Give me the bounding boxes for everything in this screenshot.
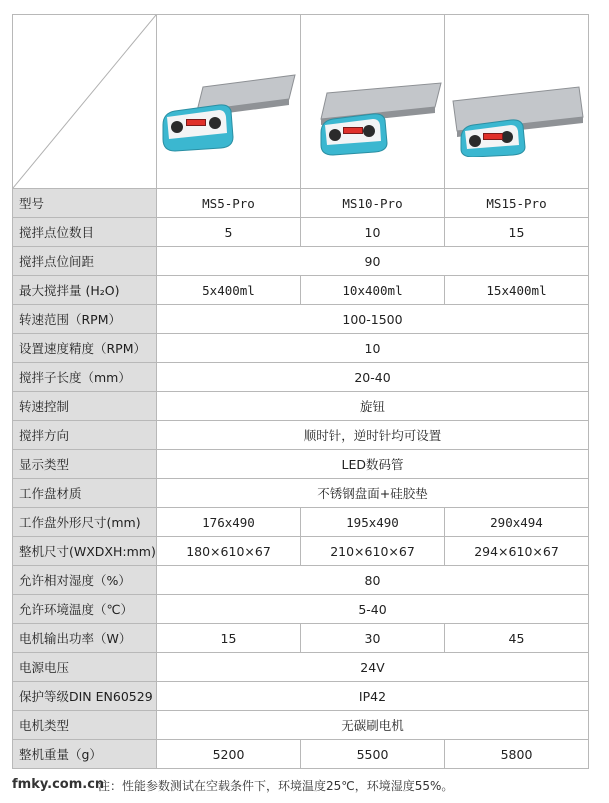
spec-row (13, 363, 589, 392)
footnote: 注：性能参数测试在空载条件下，环境温度25℃，环境湿度55%。 (98, 779, 454, 793)
row-value-all: 90 (157, 247, 589, 276)
row-label: 电机输出功率（W） (13, 624, 157, 653)
row-value: 30 (301, 624, 445, 653)
site-watermark: fmky.com.cn (12, 777, 105, 792)
row-label: 转速控制 (13, 392, 157, 421)
row-value: 10 (301, 218, 445, 247)
product-image-ms15 (445, 15, 589, 189)
row-label: 搅拌方向 (13, 421, 157, 450)
row-label: 电机类型 (13, 711, 157, 740)
row-value: MS15-Pro (445, 189, 589, 218)
row-value-all: 80 (157, 566, 589, 595)
product-image-ms5 (157, 15, 301, 189)
stirrer-ms5-icon (159, 47, 299, 157)
spec-row (13, 421, 589, 450)
row-value: 180×610×67 (157, 537, 301, 566)
row-label: 保护等级DIN EN60529 (13, 682, 157, 711)
spec-row (13, 450, 589, 479)
row-value-all: 旋钮 (157, 392, 589, 421)
row-value: 5x400ml (157, 276, 301, 305)
row-value-all: LED数码管 (157, 450, 589, 479)
row-value: 5 (157, 218, 301, 247)
row-value: 5500 (301, 740, 445, 769)
spec-row (13, 247, 589, 276)
spec-row (13, 189, 589, 218)
row-value: 15x400ml (445, 276, 589, 305)
footer (0, 771, 609, 795)
row-value: 290x494 (445, 508, 589, 537)
stirrer-ms15-icon (447, 47, 587, 157)
row-value-all: 无碳刷电机 (157, 711, 589, 740)
row-label: 整机尺寸(WXDXH:mm) (13, 537, 157, 566)
spec-row (13, 711, 589, 740)
spec-row (13, 682, 589, 711)
row-value: 15 (445, 218, 589, 247)
spec-row (13, 392, 589, 421)
row-label: 电源电压 (13, 653, 157, 682)
row-label: 允许环境温度（℃） (13, 595, 157, 624)
spec-row (13, 218, 589, 247)
diagonal-corner-cell (13, 15, 157, 189)
row-label: 工作盘外形尺寸(mm) (13, 508, 157, 537)
row-label: 设置速度精度（RPM） (13, 334, 157, 363)
row-value: 176x490 (157, 508, 301, 537)
row-value-all: 100-1500 (157, 305, 589, 334)
spec-row (13, 566, 589, 595)
row-label: 最大搅拌量 (H₂O) (13, 276, 157, 305)
spec-row (13, 653, 589, 682)
row-label: 搅拌点位数目 (13, 218, 157, 247)
row-value-all: 5-40 (157, 595, 589, 624)
row-value-all: IP42 (157, 682, 589, 711)
spec-row (13, 276, 589, 305)
row-value: MS10-Pro (301, 189, 445, 218)
row-value: 15 (157, 624, 301, 653)
spec-row (13, 595, 589, 624)
row-label: 搅拌子长度（mm） (13, 363, 157, 392)
row-label: 工作盘材质 (13, 479, 157, 508)
row-value: 45 (445, 624, 589, 653)
row-value-all: 20-40 (157, 363, 589, 392)
spec-table (12, 14, 589, 769)
spec-row (13, 479, 589, 508)
row-label: 显示类型 (13, 450, 157, 479)
row-value: MS5-Pro (157, 189, 301, 218)
row-value: 195x490 (301, 508, 445, 537)
row-label: 允许相对湿度（%） (13, 566, 157, 595)
row-value: 210×610×67 (301, 537, 445, 566)
row-value: 5200 (157, 740, 301, 769)
row-label: 整机重量（g） (13, 740, 157, 769)
row-label: 转速范围（RPM） (13, 305, 157, 334)
row-value-all: 24V (157, 653, 589, 682)
row-value-all: 顺时针，逆时针均可设置 (157, 421, 589, 450)
spec-row (13, 305, 589, 334)
row-value-all: 10 (157, 334, 589, 363)
product-image-ms10 (301, 15, 445, 189)
row-label: 搅拌点位间距 (13, 247, 157, 276)
spec-row (13, 334, 589, 363)
row-value-all: 不锈钢盘面+硅胶垫 (157, 479, 589, 508)
spec-row (13, 537, 589, 566)
header-row (13, 15, 589, 189)
stirrer-ms10-icon (303, 47, 443, 157)
row-value: 294×610×67 (445, 537, 589, 566)
row-value: 10x400ml (301, 276, 445, 305)
row-value: 5800 (445, 740, 589, 769)
spec-row (13, 508, 589, 537)
spec-row (13, 740, 589, 769)
row-label: 型号 (13, 189, 157, 218)
spec-row (13, 624, 589, 653)
